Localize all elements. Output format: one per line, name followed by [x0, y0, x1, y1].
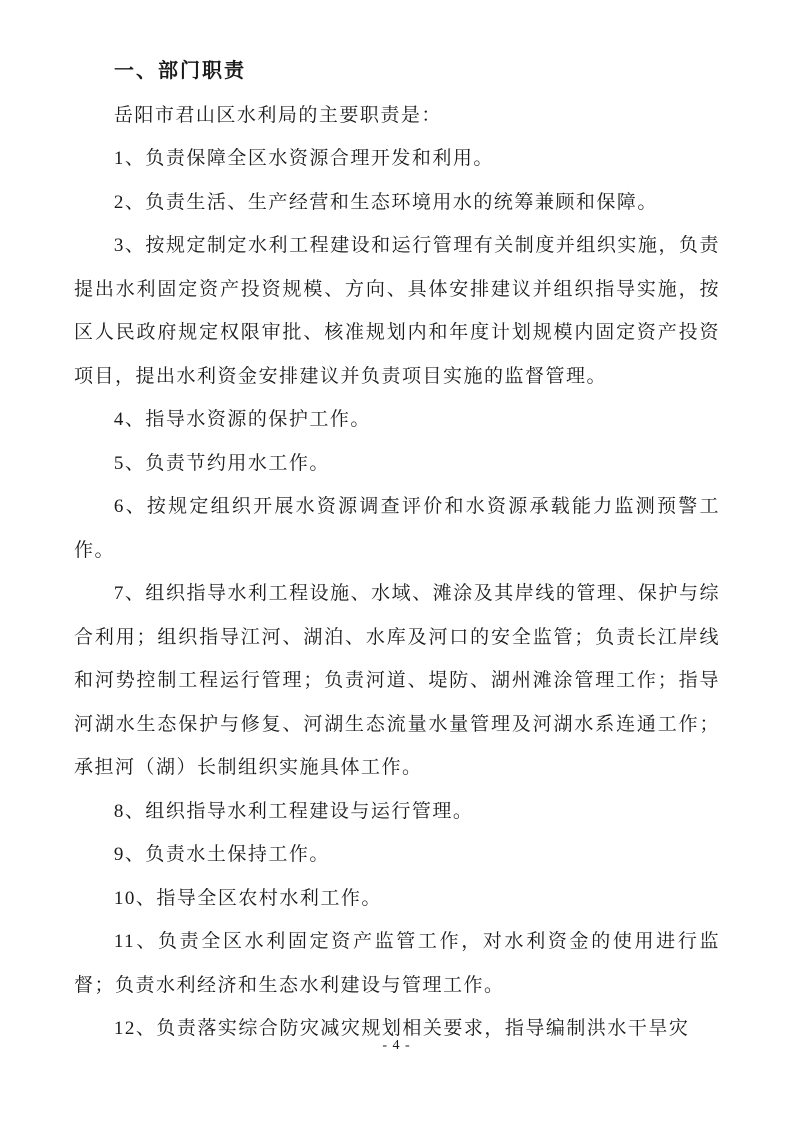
duty-item-5: 5、负责节约用水工作。 — [113, 452, 330, 474]
page-number: - 4 - — [382, 1038, 411, 1053]
duty-item-9: 9、负责水土保持工作。 — [113, 844, 330, 865]
duty-item-11: 11、负责全区水利固定资产监管工作，对水利资金的使用进行监督；负责水利经济和生态水利建设与管理工作。 — [74, 931, 720, 996]
duty-item-3: 3、按规定制定水利工程建设和运行管理有关制度并组织实施，负责提出水利固定资产投资规模、方向、具体安排建议并组织指导实施，按区人民政府规定权限审批、核准规划内和年度计划规模内固定资产投资项目，提出水利资金安排建议并负责项目实施的监督管理。 — [74, 235, 720, 387]
duty-item-10: 10、指导全区农村水利工作。 — [113, 887, 382, 909]
duty-item-12: 12、负责落实综合防灾减灾规划相关要求，指导编制洪水干旱灾 — [113, 1018, 690, 1039]
document-body — [74, 50, 720, 1051]
duty-item-7: 7、组织指导水利工程设施、水域、滩涂及其岸线的管理、保护与综合利用；组织指导江河、湖泊、水库及河口的安全监管；负责长江岸线和河势控制工程运行管理；负责河道、堤防、湖州滩涂管理工作；指导河湖水生态保护与修复、河湖生态流量水量管理及河湖水系连通工作；承担河（湖）长制组织实施具体工作。 — [74, 583, 720, 778]
intro-paragraph: 岳阳市君山区水利局的主要职责是： — [113, 104, 442, 126]
duty-item-6: 6、按规定组织开展水资源调查评价和水资源承载能力监测预警工作。 — [74, 496, 720, 561]
duty-item-2: 2、负责生活、生产经营和生态环境用水的统筹兼顾和保障。 — [113, 191, 658, 213]
duty-item-1: 1、负责保障全区水资源合理开发和利用。 — [113, 148, 494, 169]
duty-item-4: 4、指导水资源的保护工作。 — [113, 409, 371, 430]
section-heading: 一、部门职责 — [114, 60, 246, 82]
duty-item-8: 8、组织指导水利工程建设与运行管理。 — [113, 800, 474, 822]
